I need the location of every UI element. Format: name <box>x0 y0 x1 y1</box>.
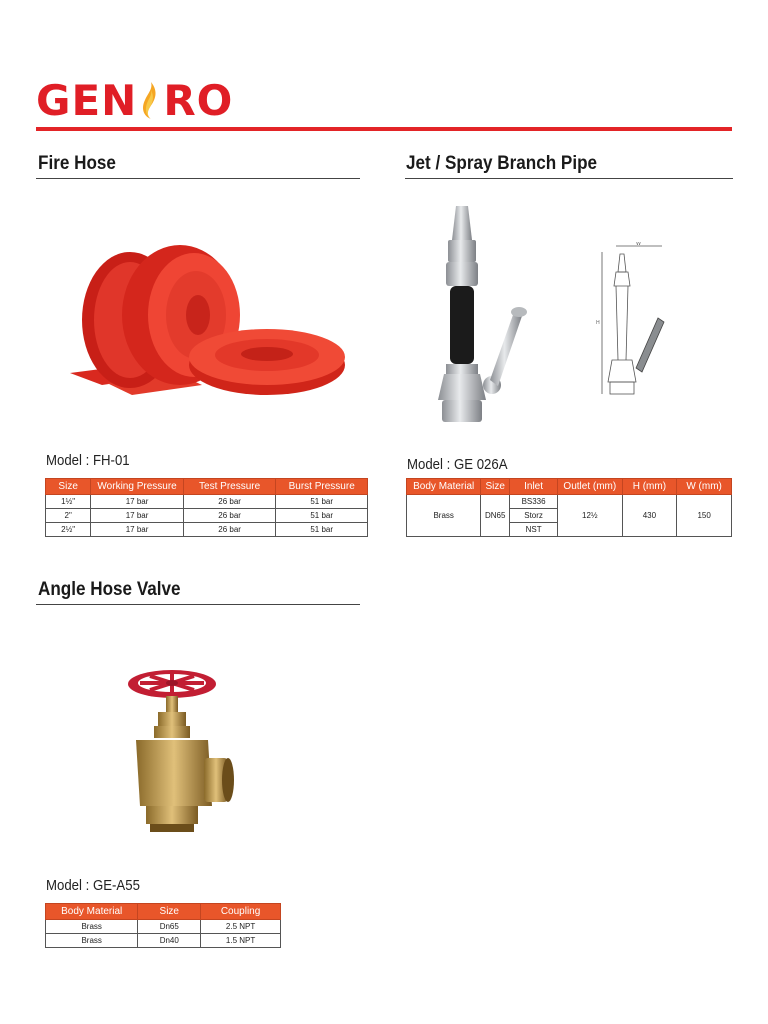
table-row <box>46 509 368 523</box>
logo-text-left: GEN <box>36 75 138 125</box>
table-cell: Brass <box>46 934 138 948</box>
branch-pipe-rule <box>405 178 733 179</box>
fire-hose-rule <box>36 178 360 179</box>
drawing-label-h: H <box>596 320 600 326</box>
table-cell: 1.5 NPT <box>201 934 281 948</box>
column-header: Coupling <box>201 904 281 920</box>
branch-pipe-drawing <box>592 242 677 402</box>
table-cell: 26 bar <box>183 509 276 523</box>
table-cell: BS336 <box>510 495 558 509</box>
column-header: Outlet (mm) <box>558 479 622 495</box>
logo-text-right: RO <box>163 75 234 125</box>
branch-pipe-table <box>406 478 732 537</box>
table-row <box>46 934 281 948</box>
column-header: Burst Pressure <box>276 479 368 495</box>
table-row <box>46 495 368 509</box>
table-cell: DN65 <box>481 495 510 537</box>
table-cell: 26 bar <box>183 495 276 509</box>
angle-valve-image <box>124 666 236 836</box>
table-cell: 51 bar <box>276 523 368 537</box>
fire-hose-model: Model : FH-01 <box>46 452 130 469</box>
column-header: H (mm) <box>622 479 677 495</box>
table-row <box>46 920 281 934</box>
column-header: Size <box>46 479 91 495</box>
branch-pipe-image <box>430 200 540 430</box>
column-header: Size <box>481 479 510 495</box>
fire-hose-image <box>62 235 352 400</box>
column-header: W (mm) <box>677 479 732 495</box>
angle-valve-rule <box>36 604 360 605</box>
table-row <box>407 495 732 509</box>
fire-hose-title: Fire Hose <box>38 153 116 174</box>
branch-pipe-model: Model : GE 026A <box>407 456 508 473</box>
column-header: Body Material <box>46 904 138 920</box>
table-cell: Dn40 <box>138 934 201 948</box>
branch-pipe-title: Jet / Spray Branch Pipe <box>406 153 598 174</box>
table-row <box>46 523 368 537</box>
table-cell: Brass <box>407 495 481 537</box>
angle-valve-model: Model : GE-A55 <box>46 877 140 894</box>
table-cell: Storz <box>510 509 558 523</box>
table-cell: NST <box>510 523 558 537</box>
table-cell: 1½" <box>46 495 91 509</box>
table-header-row <box>46 479 368 495</box>
column-header: Working Pressure <box>91 479 184 495</box>
table-cell: 26 bar <box>183 523 276 537</box>
angle-valve-table <box>45 903 281 948</box>
column-header: Inlet <box>510 479 558 495</box>
table-cell: Brass <box>46 920 138 934</box>
table-cell: 17 bar <box>91 495 184 509</box>
drawing-label-w: W <box>636 242 641 247</box>
header-divider <box>36 127 732 131</box>
table-cell: 2½" <box>46 523 91 537</box>
table-header-row <box>407 479 732 495</box>
column-header: Size <box>138 904 201 920</box>
table-cell: 51 bar <box>276 509 368 523</box>
fire-hose-table <box>45 478 368 537</box>
table-cell: 17 bar <box>91 523 184 537</box>
table-cell: 2" <box>46 509 91 523</box>
angle-valve-title: Angle Hose Valve <box>38 579 181 600</box>
table-cell: 430 <box>622 495 677 537</box>
column-header: Body Material <box>407 479 481 495</box>
column-header: Test Pressure <box>183 479 276 495</box>
flame-icon <box>139 80 161 120</box>
brand-logo <box>36 75 234 125</box>
table-cell: 51 bar <box>276 495 368 509</box>
table-cell: Dn65 <box>138 920 201 934</box>
table-header-row <box>46 904 281 920</box>
table-cell: 12½ <box>558 495 622 537</box>
table-cell: 150 <box>677 495 732 537</box>
table-cell: 17 bar <box>91 509 184 523</box>
table-cell: 2.5 NPT <box>201 920 281 934</box>
